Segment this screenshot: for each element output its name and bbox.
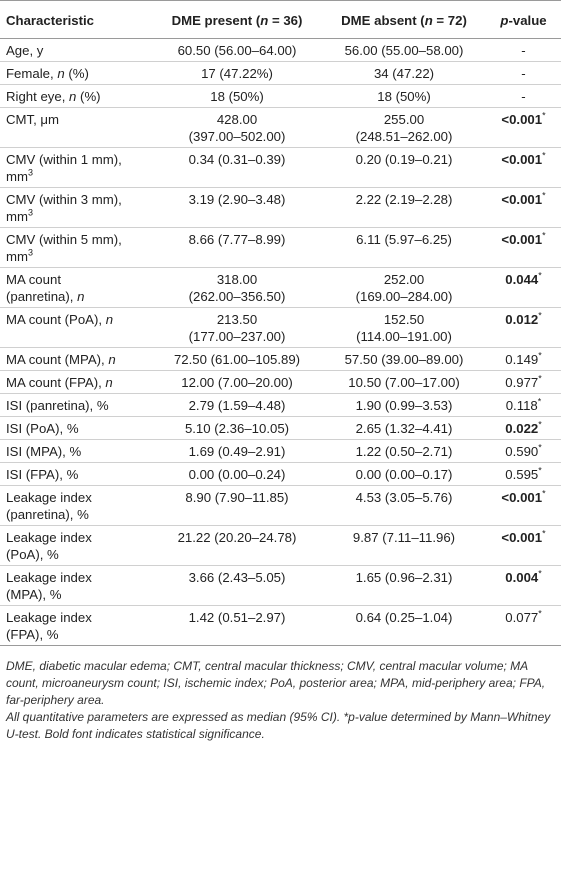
cell-dme-present-value: (397.00–502.00)	[188, 129, 286, 144]
characteristic-superscript: 3	[27, 207, 33, 218]
characteristic-line2: (PoA), %	[6, 547, 59, 562]
cell-dme-absent-value: 10.50 (7.00–17.00)	[348, 375, 460, 390]
cell-characteristic	[0, 39, 152, 62]
cell-dme-absent-value: 56.00 (55.00–58.00)	[344, 43, 464, 58]
characteristic-line2: (panretina),	[6, 289, 78, 304]
cell-dme-absent	[322, 394, 486, 417]
cell-characteristic	[0, 348, 152, 371]
cell-dme-present	[152, 85, 322, 108]
header-characteristic	[0, 1, 152, 39]
p-value-wrap	[501, 232, 545, 247]
cell-dme-present-value: 60.50 (56.00–64.00)	[177, 43, 297, 58]
characteristic-text: Leakage index	[6, 570, 92, 585]
p-value-asterisk: *	[538, 350, 542, 361]
p-value: -	[521, 43, 526, 58]
table-row	[0, 308, 561, 348]
characteristic-text: MA count (FPA),	[6, 375, 106, 390]
cell-characteristic	[0, 268, 152, 308]
cell-dme-present	[152, 39, 322, 62]
p-value-wrap	[521, 66, 525, 81]
characteristic-text: Right eye,	[6, 89, 70, 104]
cell-dme-absent	[322, 188, 486, 228]
cell-characteristic	[0, 526, 152, 566]
cell-dme-absent-value: 6.11 (5.97–6.25)	[356, 232, 452, 247]
cell-dme-present-value: 17 (47.22%)	[201, 66, 273, 81]
cell-p-value	[486, 85, 561, 108]
cell-dme-absent-value: 1.90 (0.99–3.53)	[355, 398, 453, 413]
characteristic-text: ISI (MPA), %	[6, 444, 82, 459]
cell-dme-present-value: 3.19 (2.90–3.48)	[188, 192, 286, 207]
cell-dme-absent	[322, 85, 486, 108]
cell-p-value	[486, 62, 561, 85]
cell-characteristic	[0, 566, 152, 606]
cell-characteristic	[0, 417, 152, 440]
cell-dme-absent	[322, 606, 486, 646]
cell-dme-present-value: 8.66 (7.77–8.99)	[188, 232, 286, 247]
header-dme-absent-n: n	[424, 13, 433, 28]
cell-dme-present	[152, 228, 322, 268]
p-value-asterisk: *	[542, 190, 546, 201]
characteristic-text: CMV (within 1 mm),	[6, 152, 122, 167]
p-value-wrap	[501, 490, 545, 505]
cell-dme-absent-value: 252.00	[383, 272, 425, 287]
p-value-wrap	[505, 421, 542, 436]
cell-p-value	[486, 148, 561, 188]
cell-dme-absent-value: (248.51–262.00)	[355, 129, 453, 144]
cell-dme-absent-value: 255.00	[383, 112, 425, 127]
header-dme-absent-suffix: = 72)	[432, 13, 467, 28]
cell-dme-absent-value: (169.00–284.00)	[355, 289, 453, 304]
cell-dme-present-value: 8.90 (7.90–11.85)	[185, 490, 289, 505]
cell-dme-absent	[322, 371, 486, 394]
p-value-wrap	[505, 467, 542, 482]
footnote-note: All quantitative parameters are expressed as median (95% CI). *p-value determined by Mann–Whitney U-test. Bold font indicates statistical significance.	[6, 710, 551, 741]
cell-dme-absent	[322, 486, 486, 526]
cell-dme-absent-value: 2.22 (2.19–2.28)	[355, 192, 453, 207]
p-value: -	[521, 66, 526, 81]
cell-p-value	[486, 39, 561, 62]
cell-p-value	[486, 228, 561, 268]
characteristic-line2: mm	[6, 209, 28, 224]
characteristic-text: ISI (FPA), %	[6, 467, 79, 482]
cell-p-value	[486, 566, 561, 606]
table-row	[0, 148, 561, 188]
cell-dme-absent-value: 9.87 (7.11–11.96)	[352, 530, 456, 545]
cell-characteristic	[0, 148, 152, 188]
characteristic-line2: (panretina), %	[6, 507, 89, 522]
characteristic-suffix: (%)	[64, 66, 89, 81]
p-value: -	[521, 89, 526, 104]
cell-p-value	[486, 606, 561, 646]
cell-characteristic	[0, 394, 152, 417]
cell-characteristic	[0, 463, 152, 486]
table-row	[0, 85, 561, 108]
cell-p-value	[486, 308, 561, 348]
cell-p-value	[486, 188, 561, 228]
characteristic-line2: (MPA), %	[6, 587, 62, 602]
p-value: <0.001	[501, 490, 543, 505]
p-value-wrap	[505, 570, 542, 585]
p-value: 0.044	[505, 272, 539, 287]
table-row	[0, 440, 561, 463]
cell-dme-present	[152, 348, 322, 371]
cell-dme-absent	[322, 566, 486, 606]
cell-dme-absent-value: 0.64 (0.25–1.04)	[355, 610, 453, 625]
p-value-wrap	[505, 312, 542, 327]
p-value-wrap	[505, 352, 542, 367]
cell-dme-absent-value: 1.65 (0.96–2.31)	[355, 570, 453, 585]
cell-dme-present	[152, 440, 322, 463]
characteristic-text: MA count (PoA),	[6, 312, 106, 327]
cell-dme-present-value: 5.10 (2.36–10.05)	[184, 421, 290, 436]
characteristic-text: MA count (MPA),	[6, 352, 109, 367]
cell-dme-present-value: 318.00	[216, 272, 258, 287]
characteristic-text: Female,	[6, 66, 58, 81]
cell-dme-present-value: 12.00 (7.00–20.00)	[181, 375, 293, 390]
p-value-wrap	[501, 112, 545, 127]
characteristic-text: Leakage index	[6, 610, 92, 625]
cell-dme-present-value: (177.00–237.00)	[188, 329, 286, 344]
cell-dme-present-value: 2.79 (1.59–4.48)	[188, 398, 286, 413]
table-row	[0, 394, 561, 417]
characteristic-text: CMV (within 3 mm),	[6, 192, 122, 207]
cell-p-value	[486, 268, 561, 308]
cell-characteristic	[0, 108, 152, 148]
cell-dme-present	[152, 371, 322, 394]
p-value: <0.001	[501, 530, 543, 545]
cell-dme-present-value: (262.00–356.50)	[188, 289, 286, 304]
cell-characteristic	[0, 308, 152, 348]
cell-dme-absent	[322, 440, 486, 463]
table-row	[0, 566, 561, 606]
table-row	[0, 463, 561, 486]
cell-characteristic	[0, 486, 152, 526]
cell-dme-absent-value: (114.00–191.00)	[356, 329, 452, 344]
cell-dme-present	[152, 486, 322, 526]
cell-p-value	[486, 348, 561, 371]
cell-dme-present	[152, 526, 322, 566]
cell-dme-absent-value: 152.50	[383, 312, 425, 327]
p-value: 0.595	[505, 467, 539, 482]
characteristic-text: Age, y	[6, 43, 44, 58]
cell-p-value	[486, 526, 561, 566]
cell-dme-absent	[322, 308, 486, 348]
header-dme-absent	[322, 1, 486, 39]
cell-p-value	[486, 108, 561, 148]
p-value-asterisk: *	[538, 419, 542, 430]
cell-dme-present	[152, 606, 322, 646]
p-value-wrap	[501, 192, 545, 207]
cell-characteristic	[0, 188, 152, 228]
p-value-asterisk: *	[542, 488, 546, 499]
characteristic-italic: n	[105, 312, 114, 327]
p-value-asterisk: *	[538, 310, 542, 321]
table-row	[0, 371, 561, 394]
cell-dme-present-value: 72.50 (61.00–105.89)	[173, 352, 301, 367]
cell-dme-present	[152, 308, 322, 348]
cell-dme-absent	[322, 268, 486, 308]
characteristic-text: Leakage index	[6, 490, 92, 505]
characteristic-text: Leakage index	[6, 530, 92, 545]
table-body	[0, 39, 561, 646]
header-dme-present-n: n	[260, 13, 269, 28]
cell-dme-present	[152, 394, 322, 417]
p-value: <0.001	[501, 112, 543, 127]
p-value-asterisk: *	[542, 230, 546, 241]
cell-dme-absent-value: 57.50 (39.00–89.00)	[344, 352, 464, 367]
cell-dme-present-value: 1.42 (0.51–2.97)	[188, 610, 286, 625]
cell-dme-present-value: 3.66 (2.43–5.05)	[188, 570, 286, 585]
footnote-abbreviations: DME, diabetic macular edema; CMT, central macular thickness; CMV, central macular volume; MA count, microaneurysm count; ISI, ischemic index; PoA, posterior area; MPA, mid-periphery area; FPA, far-periphery area.	[6, 659, 546, 707]
cell-dme-present-value: 18 (50%)	[210, 89, 264, 104]
characteristic-line2: mm	[6, 169, 28, 184]
characteristic-italic: n	[105, 375, 113, 390]
p-value-asterisk: *	[538, 608, 542, 619]
characteristic-italic: n	[108, 352, 116, 367]
header-dme-absent-prefix: DME absent (	[341, 13, 425, 28]
cell-dme-absent-value: 4.53 (3.05–5.76)	[355, 490, 453, 505]
cell-dme-present-value: 1.69 (0.49–2.91)	[188, 444, 286, 459]
cell-p-value	[486, 486, 561, 526]
p-value-wrap	[505, 272, 542, 287]
cell-dme-absent	[322, 62, 486, 85]
p-value-asterisk: *	[538, 270, 542, 281]
cell-dme-present	[152, 108, 322, 148]
cell-dme-absent-value: 0.20 (0.19–0.21)	[355, 152, 453, 167]
cell-dme-present-value: 428.00	[216, 112, 258, 127]
p-value-asterisk: *	[542, 150, 546, 161]
p-value-asterisk: *	[537, 396, 542, 407]
p-value: 0.012	[505, 312, 539, 327]
cell-dme-present	[152, 463, 322, 486]
characteristic-text: CMT, μm	[6, 112, 60, 127]
table-row	[0, 526, 561, 566]
p-value: 0.022	[505, 421, 539, 436]
cell-dme-absent	[322, 526, 486, 566]
cell-dme-present-value: 0.00 (0.00–0.24)	[188, 467, 286, 482]
p-value-asterisk: *	[542, 110, 546, 121]
cell-dme-absent-value: 1.22 (0.50–2.71)	[355, 444, 453, 459]
header-p-italic: p	[500, 13, 509, 28]
p-value-asterisk: *	[538, 373, 542, 384]
table-row	[0, 417, 561, 440]
table-row	[0, 348, 561, 371]
cell-dme-present-value: 21.22 (20.20–24.78)	[177, 530, 297, 545]
p-value-wrap	[505, 444, 542, 459]
header-p-rest: -value	[508, 13, 547, 28]
characteristic-text: ISI (panretina), %	[6, 398, 109, 413]
cell-dme-present	[152, 62, 322, 85]
cell-characteristic	[0, 606, 152, 646]
cell-dme-present	[152, 417, 322, 440]
characteristic-suffix: (%)	[76, 89, 101, 104]
p-value-wrap	[521, 89, 525, 104]
cell-characteristic	[0, 440, 152, 463]
characteristic-superscript: 3	[27, 247, 33, 258]
characteristic-italic: n	[57, 66, 65, 81]
p-value: <0.001	[501, 232, 543, 247]
cell-dme-absent-value: 2.65 (1.32–4.41)	[355, 421, 453, 436]
cell-dme-present-value: 213.50	[216, 312, 258, 327]
p-value-wrap	[505, 610, 542, 625]
cell-dme-absent	[322, 39, 486, 62]
characteristic-line2: mm	[6, 249, 28, 264]
cell-dme-absent	[322, 417, 486, 440]
header-dme-present-prefix: DME present (	[171, 13, 261, 28]
cell-p-value	[486, 417, 561, 440]
table-row	[0, 39, 561, 62]
p-value-wrap	[505, 375, 542, 390]
cell-dme-absent	[322, 148, 486, 188]
p-value-asterisk: *	[538, 442, 542, 453]
cell-p-value	[486, 463, 561, 486]
table-row	[0, 62, 561, 85]
table-row	[0, 108, 561, 148]
characteristic-superscript: 3	[27, 167, 33, 178]
header-row	[0, 1, 561, 39]
cell-dme-absent-value: 34 (47.22)	[373, 66, 435, 81]
p-value-wrap	[501, 152, 545, 167]
cell-dme-absent	[322, 348, 486, 371]
cell-dme-present	[152, 566, 322, 606]
table-row	[0, 188, 561, 228]
table-row	[0, 606, 561, 646]
header-p-value	[486, 1, 561, 39]
cell-characteristic	[0, 371, 152, 394]
cell-dme-present	[152, 148, 322, 188]
table-row	[0, 228, 561, 268]
cell-p-value	[486, 394, 561, 417]
cell-dme-absent-value: 0.00 (0.00–0.17)	[355, 467, 453, 482]
header-characteristic-label: Characteristic	[6, 13, 94, 28]
p-value: 0.004	[505, 570, 539, 585]
p-value: 0.118	[505, 398, 538, 413]
p-value: 0.077	[505, 610, 539, 625]
header-dme-present	[152, 1, 322, 39]
cell-dme-absent-value: 18 (50%)	[377, 89, 431, 104]
table-footnotes	[0, 646, 561, 743]
characteristic-line2: (FPA), %	[6, 627, 59, 642]
p-value: <0.001	[501, 192, 543, 207]
header-dme-present-suffix: = 36)	[268, 13, 303, 28]
characteristic-italic: n	[77, 289, 85, 304]
characteristic-text: ISI (PoA), %	[6, 421, 79, 436]
characteristic-text: MA count	[6, 272, 61, 287]
characteristic-italic: n	[69, 89, 77, 104]
cell-p-value	[486, 371, 561, 394]
table-row	[0, 268, 561, 308]
cell-dme-present	[152, 188, 322, 228]
p-value-asterisk: *	[538, 465, 542, 476]
cell-dme-present-value: 0.34 (0.31–0.39)	[188, 152, 286, 167]
p-value: <0.001	[501, 152, 543, 167]
cell-dme-absent	[322, 228, 486, 268]
p-value-asterisk: *	[542, 528, 546, 539]
table-row	[0, 486, 561, 526]
p-value: 0.977	[505, 375, 539, 390]
p-value: 0.149	[505, 352, 539, 367]
cell-p-value	[486, 440, 561, 463]
cell-dme-absent	[322, 108, 486, 148]
p-value-wrap	[501, 530, 545, 545]
characteristic-text: CMV (within 5 mm),	[6, 232, 122, 247]
cell-characteristic	[0, 85, 152, 108]
p-value-asterisk: *	[538, 568, 542, 579]
p-value-wrap	[506, 398, 542, 413]
p-value: 0.590	[505, 444, 539, 459]
p-value-wrap	[521, 43, 525, 58]
cell-dme-present	[152, 268, 322, 308]
cell-characteristic	[0, 62, 152, 85]
cell-dme-absent	[322, 463, 486, 486]
cell-characteristic	[0, 228, 152, 268]
